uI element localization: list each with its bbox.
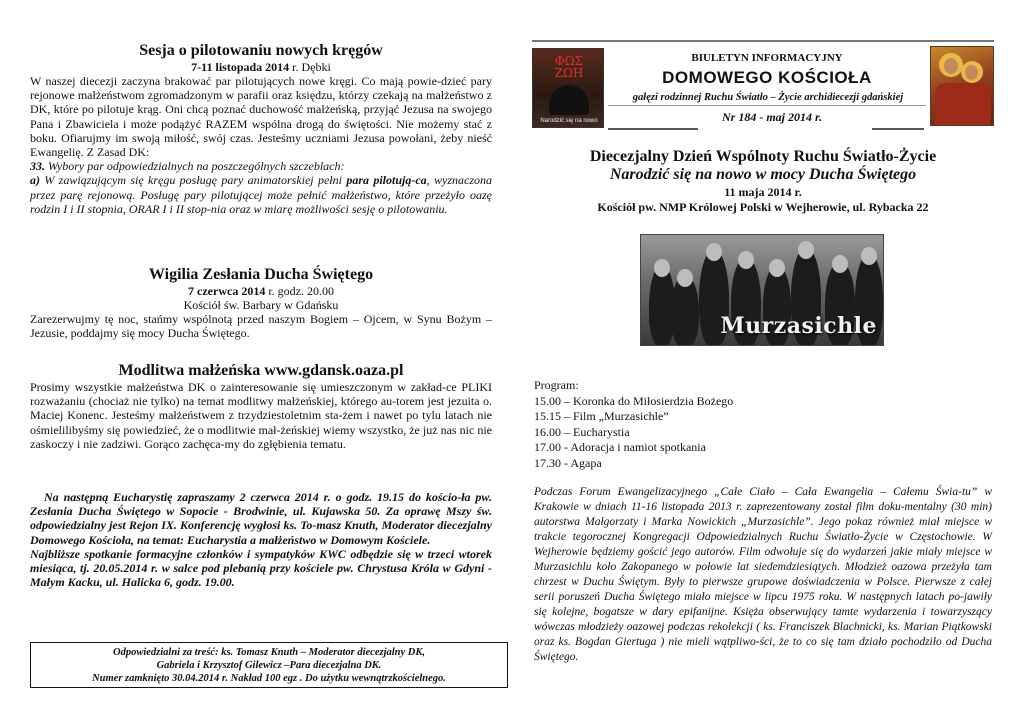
program-heading: Program: — [534, 378, 579, 392]
issue-number: Nr 184 - maj 2014 r. — [721, 110, 822, 124]
header-rule — [532, 40, 994, 42]
logo-text: ΦΩΣ ΖΩΗ — [554, 54, 584, 80]
figure-icon — [549, 85, 589, 115]
logo-caption: Narodzić się na nowo — [540, 118, 598, 124]
bulletin-title: DOMOWEGO KOŚCIOŁA — [662, 68, 872, 87]
section-pentecost-vigil — [30, 266, 492, 340]
section-marital-prayer — [30, 362, 492, 451]
footer-line: Numer zamknięto 30.04.2014 r. Nakład 100 egz . Do użytku wewnątrzkościelnego. — [92, 673, 446, 684]
holy-family-icon — [930, 46, 994, 126]
footer-line: Gabriela i Krzysztof Gilewicz –Para diecezjalna DK. — [156, 660, 382, 671]
movement-logo — [532, 48, 604, 128]
event-place: Kościół pw. NMP Królowej Polski w Wejherowie, ul. Rybacka 22 — [597, 200, 929, 214]
rule-heading: 33. Wybory par odpowiedzialnych na poszczególnych szczeblach: — [30, 159, 345, 174]
program-item: 16.00 – Eucharystia — [534, 424, 630, 439]
section-title: Wigilia Zesłania Ducha Świętego — [148, 266, 374, 283]
section-body: W naszej diecezji zaczyna brakować par pilotujących nowe kręgi. Co mają powie-dzieć pary rejonowe małżeństwom zgromadzonym w parafii oraz księdzu, którzy czekają na małżeństwo z DK, które po pilotuje krąg. Oni chcą poznać duchowość małżeńską, przyjąć Jezusa na swojego Pana i Zbawiciela i może podążyć RAZEM wspólna drogą do świętości. Nie możemy stać z boku. Ofiarujmy im swoją miłość, swój czas. Jesteśmy uczniami Jezusa powołani, żeby nieść Ewangelię. Z Zasad DK: — [30, 74, 492, 160]
photo-title: Murzasichle — [720, 313, 877, 339]
section-title: Sesja o pilotowaniu nowych kręgów — [139, 42, 383, 59]
header-rule-left — [608, 128, 698, 130]
program-item: 15.00 – Koronka do Miłosierdzia Bożego — [534, 393, 734, 408]
section-pilot-session — [30, 42, 492, 216]
film-photo — [640, 234, 884, 346]
program-list — [534, 378, 834, 471]
section-place: Kościół św. Barbary w Gdańsku — [183, 298, 339, 312]
section-announcements — [30, 490, 492, 589]
program-item: 17.30 - Agapa — [534, 455, 602, 470]
section-body: Prosimy wszystkie małżeństwa DK o zainteresowanie się umieszczonym w zakład-ce PLIKI rozważaniu (chociaż nie tylko) na temat modlitwy małżeńskiej, którego au-torem jest jezuita o. Maciej Konenc. Jesteśmy małżeństwem z trzydziestoletnim sta-żem i nawet po tylu latach nie ośmielilibyśmy się powiedzieć, że o modlitwie mał-żeńskiej wiemy wszystko, że już nas nic nie zaskoczy i nie zadziwi. Gorąco zachęca-my do zgłębienia tematu. — [30, 380, 492, 451]
announcement-eucharist: Na następną Eucharystię zapraszamy 2 czerwca 2014 r. o godz. 19.15 do kościo-ła pw. Zesłania Ducha Świętego w Sopocie - Brodwinie, ul. Kujawska 50. Za oprawę Mszy św. odpowiedzialny jest Rejon IX. Konferencję wygłosi ks. To-masz Knuth, Moderator diecezjalny Domowego Kościoła, na temat: Eucharystia a małżeństwo w Domowym Kościele. — [30, 490, 492, 547]
rule-text: a) W zawiązującym się kręgu posługę pary animatorskiej pełni para pilotują-ca, wyznaczona przez parę rejonową. Posługę pary pilotującej może pełnić małżeństwo, które przeżyło oazę rodzin I i II stopnia, ORAR I i II stop-nia oraz w miarę możliwości sesję o pilotowaniu. — [30, 173, 492, 216]
section-body: Zarezerwujmy tę noc, stańmy wspólnotą przed naszym Bogiem – Ojcem, w Synu Bożym – Jezusie, poddajmy się mocy Ducha Świętego. — [30, 312, 492, 341]
announcement-kwc: Najbliższe spotkanie formacyjne członków i sympatyków KWC odbędzie się w trzeci wtorek miesiąca, tj. 20.05.2014 r. w salce pod plebanią przy kościele pw. Chrystusa Króla w Gdyni - Małym Kacku, ul. Halicka 6, godz. 19.00. — [30, 546, 492, 590]
header-rule-right — [872, 128, 924, 130]
event-subtitle: Narodzić się na nowo w mocy Ducha Świętego — [609, 166, 917, 183]
program-item: 15.15 – Film „Murzasichle” — [534, 409, 669, 423]
footer-line: Odpowiedzialni za treść: ks. Tomasz Knuth – Moderator diecezjalny DK, — [112, 647, 426, 658]
bulletin-label: BIULETYN INFORMACYJNY — [691, 52, 843, 64]
header-divider — [608, 105, 926, 106]
event-date: 11 maja 2014 r. — [724, 185, 802, 199]
section-title: Modlitwa małżeńska www.gdansk.oaza.pl — [118, 362, 404, 379]
program-item: 17.00 - Adoracja i namiot spotkania — [534, 440, 706, 454]
bulletin-subtitle: gałęzi rodzinnej Ruchu Światło – Życie archidiecezji gdańskiej — [632, 92, 904, 103]
event-title: Diecezjalny Dzień Wspólnoty Ruchu Światło-Życie — [589, 148, 937, 165]
section-date: 7-11 listopada 2014 r. Dębki — [191, 60, 331, 74]
film-story: Podczas Forum Ewangelizacyjnego „Całe Ciało – Cała Ewangelia – Całemu Świa-tu” w Krakowie w dniach 11-16 listopada 2013 r. zaprezentowany został film doku-mentalny (30 min) autorstwa Małgorzaty i Marka Nowickich „Murzasichle”. Jego pokaz również miał miejsce w trakcie tegorocznej Kongregacji Odpowiedzialnych Ruchu Światło-Życie w Częstochowie. W Wejherowie będziemy gościć jego autorów. Film odwołuje się do wydarzeń jakie miały miejsce w Murzasichlu koło Zakopanego w połowie lat siedemdziesiątych. Młodzież oazowa przeżyła tam chrzest w Duchu Świętym. Były to pierwsze grupowe doświadczenia w Polsce. Pierwsze z całej serii poruszeń Ducha Świętego miało miejsce w lipcu 1975 roku. W następnych latach po-jawiły się kolejne, bogatsze w dary epifanijne. Księża obserwujący tamte wydarzenia i towarzyszący wówczas młodzieży oazowej podczas rekolekcji ( ks. Franciszek Blachnicki, ks. Marian Piątkowski oraz ks. Bogdan Giertuga ) nie mieli wątpliwo-ści, że to co się tam działo pochodziło od Ducha Świętego. — [534, 486, 992, 663]
footer-responsible — [30, 642, 508, 688]
section-date: 7 czerwca 2014 r. godz. 20.00 — [188, 284, 334, 298]
